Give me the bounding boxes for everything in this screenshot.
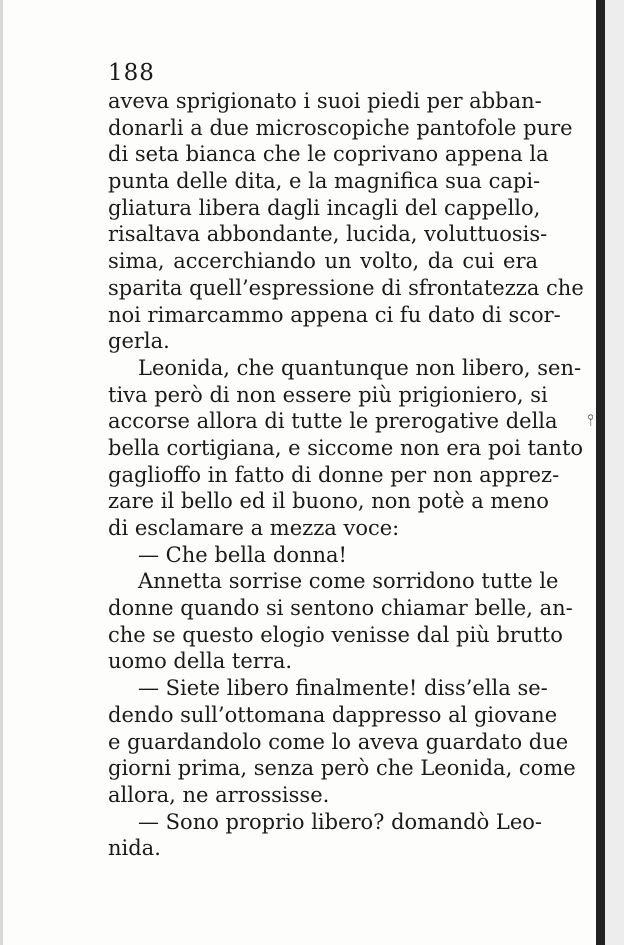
margin-mark-icon: ⫯ <box>587 410 594 429</box>
text-line: punta delle dita, e la magnifica sua capi- <box>108 169 541 194</box>
text-line: gliatura libera dagli incagli del cappello, <box>108 195 541 220</box>
text-line: sima, accerchiando un volto, da cui era <box>108 249 538 274</box>
text-line: sparita quell’espressione di sfrontatezza che <box>108 275 584 300</box>
text-line: e guardandolo come lo aveva guardato due <box>108 729 569 754</box>
text-line: — Che bella donna! <box>138 542 347 567</box>
book-gutter <box>605 0 624 945</box>
text-line: zare il bello ed il buono, non potè a meno <box>108 489 549 514</box>
page-number: 188 <box>108 60 155 86</box>
text-line: donarli a due microscopiche pantofole pure <box>108 115 573 140</box>
text-line: uomo della terra. <box>108 649 293 674</box>
text-line: accorse allora di tutte le prerogative della <box>108 409 558 434</box>
book-spine-shadow <box>596 0 605 945</box>
text-line: bella cortigiana, e siccome non era poi tanto <box>108 435 584 460</box>
page-left-edge <box>0 0 3 945</box>
text-line: dendo sull’ottomana dappresso al giovane <box>108 702 558 727</box>
text-line: nida. <box>108 836 161 861</box>
text-line: noi rimarcammo appena ci fu dato di scor- <box>108 302 561 327</box>
text-line: giorni prima, senza però che Leonida, come <box>108 756 576 781</box>
text-line: di seta bianca che le coprivano appena la <box>108 142 549 167</box>
text-line: risaltava abbondante, lucida, voluttuosis- <box>108 222 548 247</box>
text-line: — Sono proprio libero? domandò Leo- <box>138 809 543 834</box>
text-line: gerla. <box>108 329 170 354</box>
text-line: Annetta sorrise come sorridono tutte le <box>138 569 559 594</box>
text-line: Leonida, che quantunque non libero, sen- <box>138 355 582 380</box>
text-line: che se questo elogio venisse dal più brutto <box>108 622 563 647</box>
text-line: tiva però di non essere più prigioniero, si <box>108 382 548 407</box>
text-line: gaglioffo in fatto di donne per non apprez- <box>108 462 560 487</box>
text-line: allora, ne arrossisse. <box>108 782 330 807</box>
text-line: — Siete libero finalmente! diss’ella se- <box>138 676 548 701</box>
text-line: di esclamare a mezza voce: <box>108 516 400 540</box>
text-line: aveva sprigionato i suoi piedi per abban- <box>108 89 542 113</box>
body-text <box>108 88 584 862</box>
text-line: donne quando si sentono chiamar belle, an- <box>108 596 573 621</box>
